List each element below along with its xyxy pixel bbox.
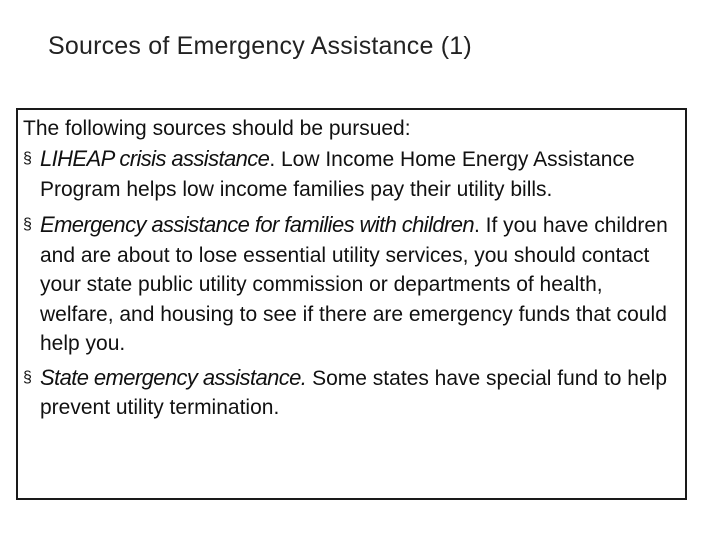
bullet-description: Some states have special fund to help prevent utility termination. [40, 366, 668, 419]
bullet-item-families-with-children [23, 210, 679, 359]
bullet-lead: Emergency assistance for families with children [40, 212, 474, 237]
bullet-item-liheap [23, 144, 679, 204]
bullet-marker-icon: § [23, 368, 32, 386]
bullet-item-state-assistance [23, 363, 679, 423]
bullet-description: . If you have children and are about to lose essential utility services, you should contact your state public utility commission or departments of health, welfare, and housing to see if there are emergency funds that could help you. [40, 214, 668, 355]
bullet-marker-icon: § [23, 216, 32, 233]
slide-title: Sources of Emergency Assistance (1) [48, 32, 472, 60]
intro-text: The following sources should be pursued: [23, 117, 411, 140]
content-box [16, 108, 687, 500]
bullet-lead: State emergency assistance. [40, 364, 307, 390]
bullet-description: . Low Income Home Energy Assistance Program helps low income families pay their utility bills. [40, 148, 635, 201]
bullet-marker-icon: § [23, 150, 32, 167]
bullet-lead: LIHEAP crisis assistance [40, 146, 270, 171]
